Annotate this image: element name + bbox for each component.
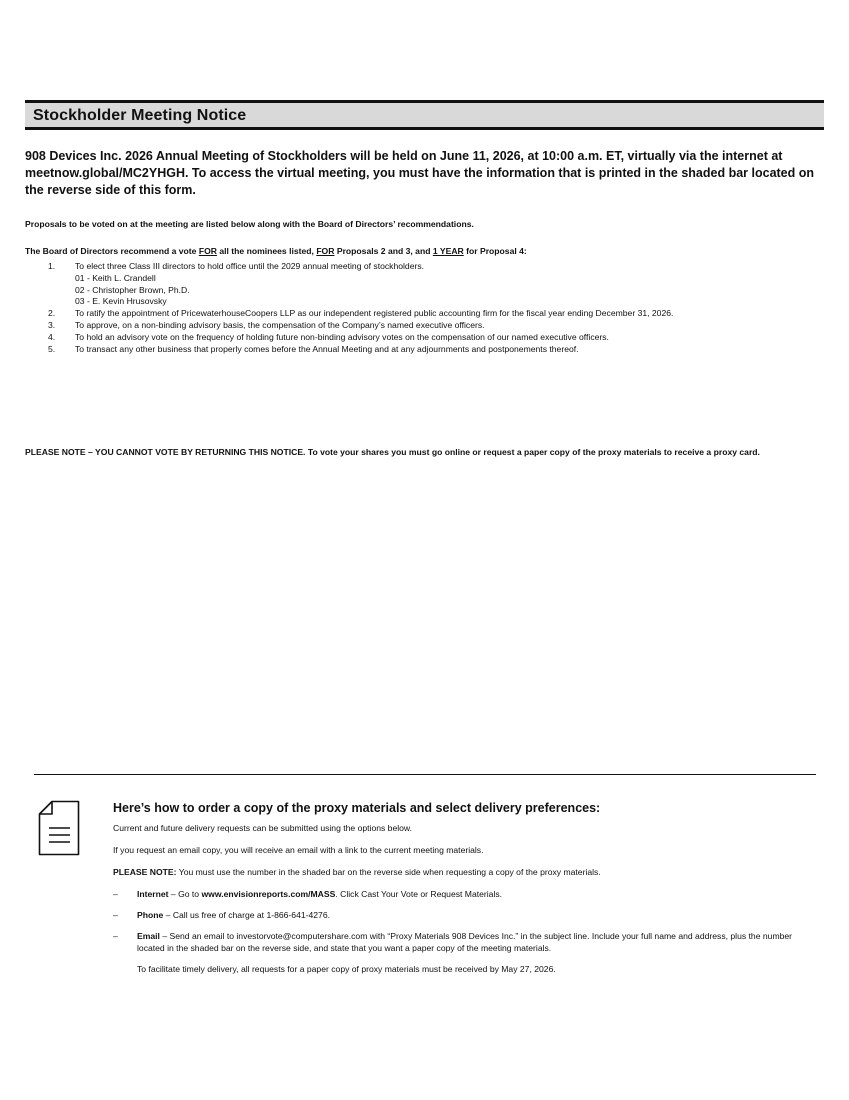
nominee: 01 - Keith L. Crandell	[75, 272, 156, 283]
proposal-number: 2.	[48, 308, 56, 319]
section-title: Stockholder Meeting Notice	[33, 107, 247, 124]
internet-label: Internet	[137, 889, 169, 899]
proposal-number: 1.	[48, 261, 56, 271]
proposal-text: To transact any other business that properly comes before the Annual Meeting and at any adjournments and postponements thereof.	[75, 343, 579, 354]
proposals-note: Proposals to be voted on at the meeting are listed below along with the Board of Directors’ recommendations.	[25, 219, 474, 229]
recommendation-for-2: FOR	[316, 246, 335, 256]
order-note	[113, 866, 818, 878]
delivery-option-internet	[113, 888, 818, 900]
internet-link[interactable]: www.envisionreports.com/MASS	[201, 889, 336, 899]
section-header-bar	[25, 100, 824, 130]
board-recommendation	[25, 246, 820, 256]
proposal-number: 5.	[48, 343, 56, 354]
email-text: – Send an email to investorvote@computershare.com with “Proxy Materials 908 Devices Inc.” in the subject line. Include your full name and address, plus the number located in the shaded bar on the reverse side, and state that you want a paper copy of the meeting materials.	[137, 931, 793, 953]
recommendation-for-1: FOR	[198, 246, 217, 256]
proposal-item	[25, 308, 825, 320]
proposal-list	[25, 261, 825, 355]
internet-post: . Click Cast Your Vote or Request Materials.	[335, 889, 503, 899]
proposal-text: To approve, on a non-binding advisory basis, the compensation of the Company’s named executive officers.	[75, 319, 485, 330]
section-divider	[34, 774, 816, 775]
proposal-item	[25, 344, 825, 356]
timely-delivery-note: To facilitate timely delivery, all requests for a paper copy of proxy materials must be received by May 27, 2026.	[137, 964, 556, 974]
proposal-item	[25, 332, 825, 344]
proposal-item	[25, 320, 825, 332]
phone-text: – Call us free of charge at 1-866-641-4276.	[163, 910, 330, 920]
order-line: Current and future delivery requests can be submitted using the options below.	[113, 823, 413, 833]
proposal-text: To elect three Class III directors to hold office until the 2029 annual meeting of stockholders.	[75, 261, 425, 271]
proposal-number: 3.	[48, 319, 56, 330]
order-note-label: PLEASE NOTE:	[113, 867, 177, 877]
nominee: 02 - Christopher Brown, Ph.D.	[75, 284, 190, 295]
recommendation-mid-2: Proposals 2 and 3, and	[334, 246, 433, 256]
cannot-vote-notice: PLEASE NOTE – YOU CANNOT VOTE BY RETURNING THIS NOTICE. To vote your shares you must go online or request a paper copy of the proxy materials to receive a proxy card.	[25, 447, 760, 457]
internet-pre: – Go to	[168, 889, 202, 899]
list-dash: –	[113, 910, 118, 920]
proposal-text: To ratify the appointment of PricewaterhouseCoopers LLP as our independent registered public accounting firm for the fiscal year ending December 31, 2026.	[75, 308, 674, 319]
email-label: Email	[137, 931, 160, 941]
proposal-number: 4.	[48, 331, 56, 342]
order-heading: Here’s how to order a copy of the proxy materials and select delivery preferences:	[113, 801, 601, 815]
order-line: If you request an email copy, you will receive an email with a link to the current meeting materials.	[113, 845, 484, 855]
delivery-option-email	[113, 930, 818, 975]
nominee: 03 - E. Kevin Hrusovsky	[75, 296, 167, 307]
order-note-text: You must use the number in the shaded bar on the reverse side when requesting a copy of the proxy materials.	[176, 867, 601, 877]
proposal-item	[25, 261, 825, 308]
document-icon	[37, 800, 81, 856]
recommendation-prefix: The Board of Directors recommend a vote	[25, 246, 199, 256]
delivery-option-phone	[113, 909, 818, 921]
recommendation-mid-1: all the nominees listed,	[216, 246, 317, 256]
meeting-intro: 908 Devices Inc. 2026 Annual Meeting of Stockholders will be held on June 11, 2026, at 10:00 a.m. ET, virtually via the internet at meetnow.global/MC2YHGH. To access the virtual meeting, you must have the information that is printed in the shaded bar located on the reverse side of this form.	[25, 149, 815, 197]
recommendation-suffix: for Proposal 4:	[463, 246, 527, 256]
recommendation-year: 1 YEAR	[432, 246, 464, 256]
proposal-text: To hold an advisory vote on the frequency of holding future non-binding advisory votes on the compensation of our named executive officers.	[75, 331, 609, 342]
list-dash: –	[113, 931, 118, 941]
list-dash: –	[113, 889, 118, 899]
order-materials-section	[113, 802, 818, 984]
phone-label: Phone	[137, 910, 164, 920]
